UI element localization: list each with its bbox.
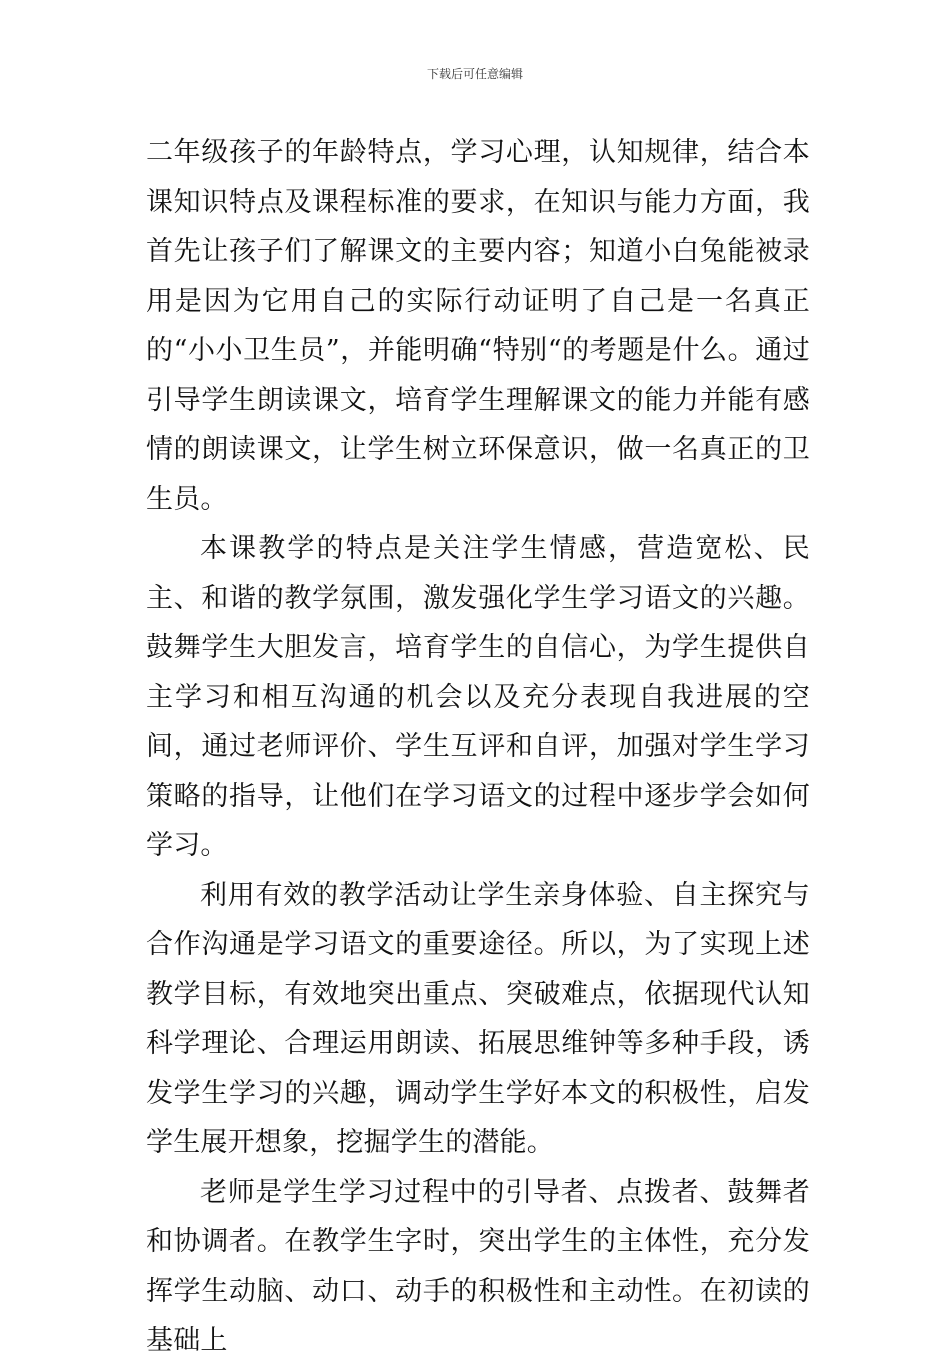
paragraph-teaching-features: 本课教学的特点是关注学生情感，营造宽松、民主、和谐的教学氛围，激发强化学生学习语文的兴趣。鼓舞学生大胆发言，培育学生的自信心，为学生提供自主学习和相互沟通的机会以及充分表现自我进展的空间，通过老师评价、学生互评和自评，加强对学生学习策略的指导，让他们在学习语文的过程中逐步学会如何学习。 — [146, 533, 810, 861]
page-header: 下载后可任意编辑 — [426, 67, 523, 81]
paragraph-teacher-role: 老师是学生学习过程中的引导者、点拨者、鼓舞者和协调者。在教学生字时，突出学生的主体性，充分发挥学生动脑、动口、动手的积极性和主动性。在初读的基础上 — [146, 1176, 810, 1356]
document-body — [146, 128, 810, 1366]
paragraph-continuation: 二年级孩子的年龄特点，学习心理，认知规律，结合本课知识特点及课程标准的要求，在知识与能力方面，我首先让孩子们了解课文的主要内容；知道小白兔能被录用是因为它用自己的实际行动证明了自己是一名真正的“小小卫生员”，并能明确“特别“的考题是什么。通过引导学生朗读课文，培育学生理解课文的能力并能有感情的朗读课文，让学生树立环保意识，做一名真正的卫生员。 — [146, 137, 810, 515]
paragraph-teaching-activities: 利用有效的教学活动让学生亲身体验、自主探究与合作沟通是学习语文的重要途径。所以，为了实现上述教学目标，有效地突出重点、突破难点，依据现代认知科学理论、合理运用朗读、拓展思维钟等多种手段，诱发学生学习的兴趣，调动学生学好本文的积极性，启发学生展开想象，挖掘学生的潜能。 — [146, 879, 810, 1158]
